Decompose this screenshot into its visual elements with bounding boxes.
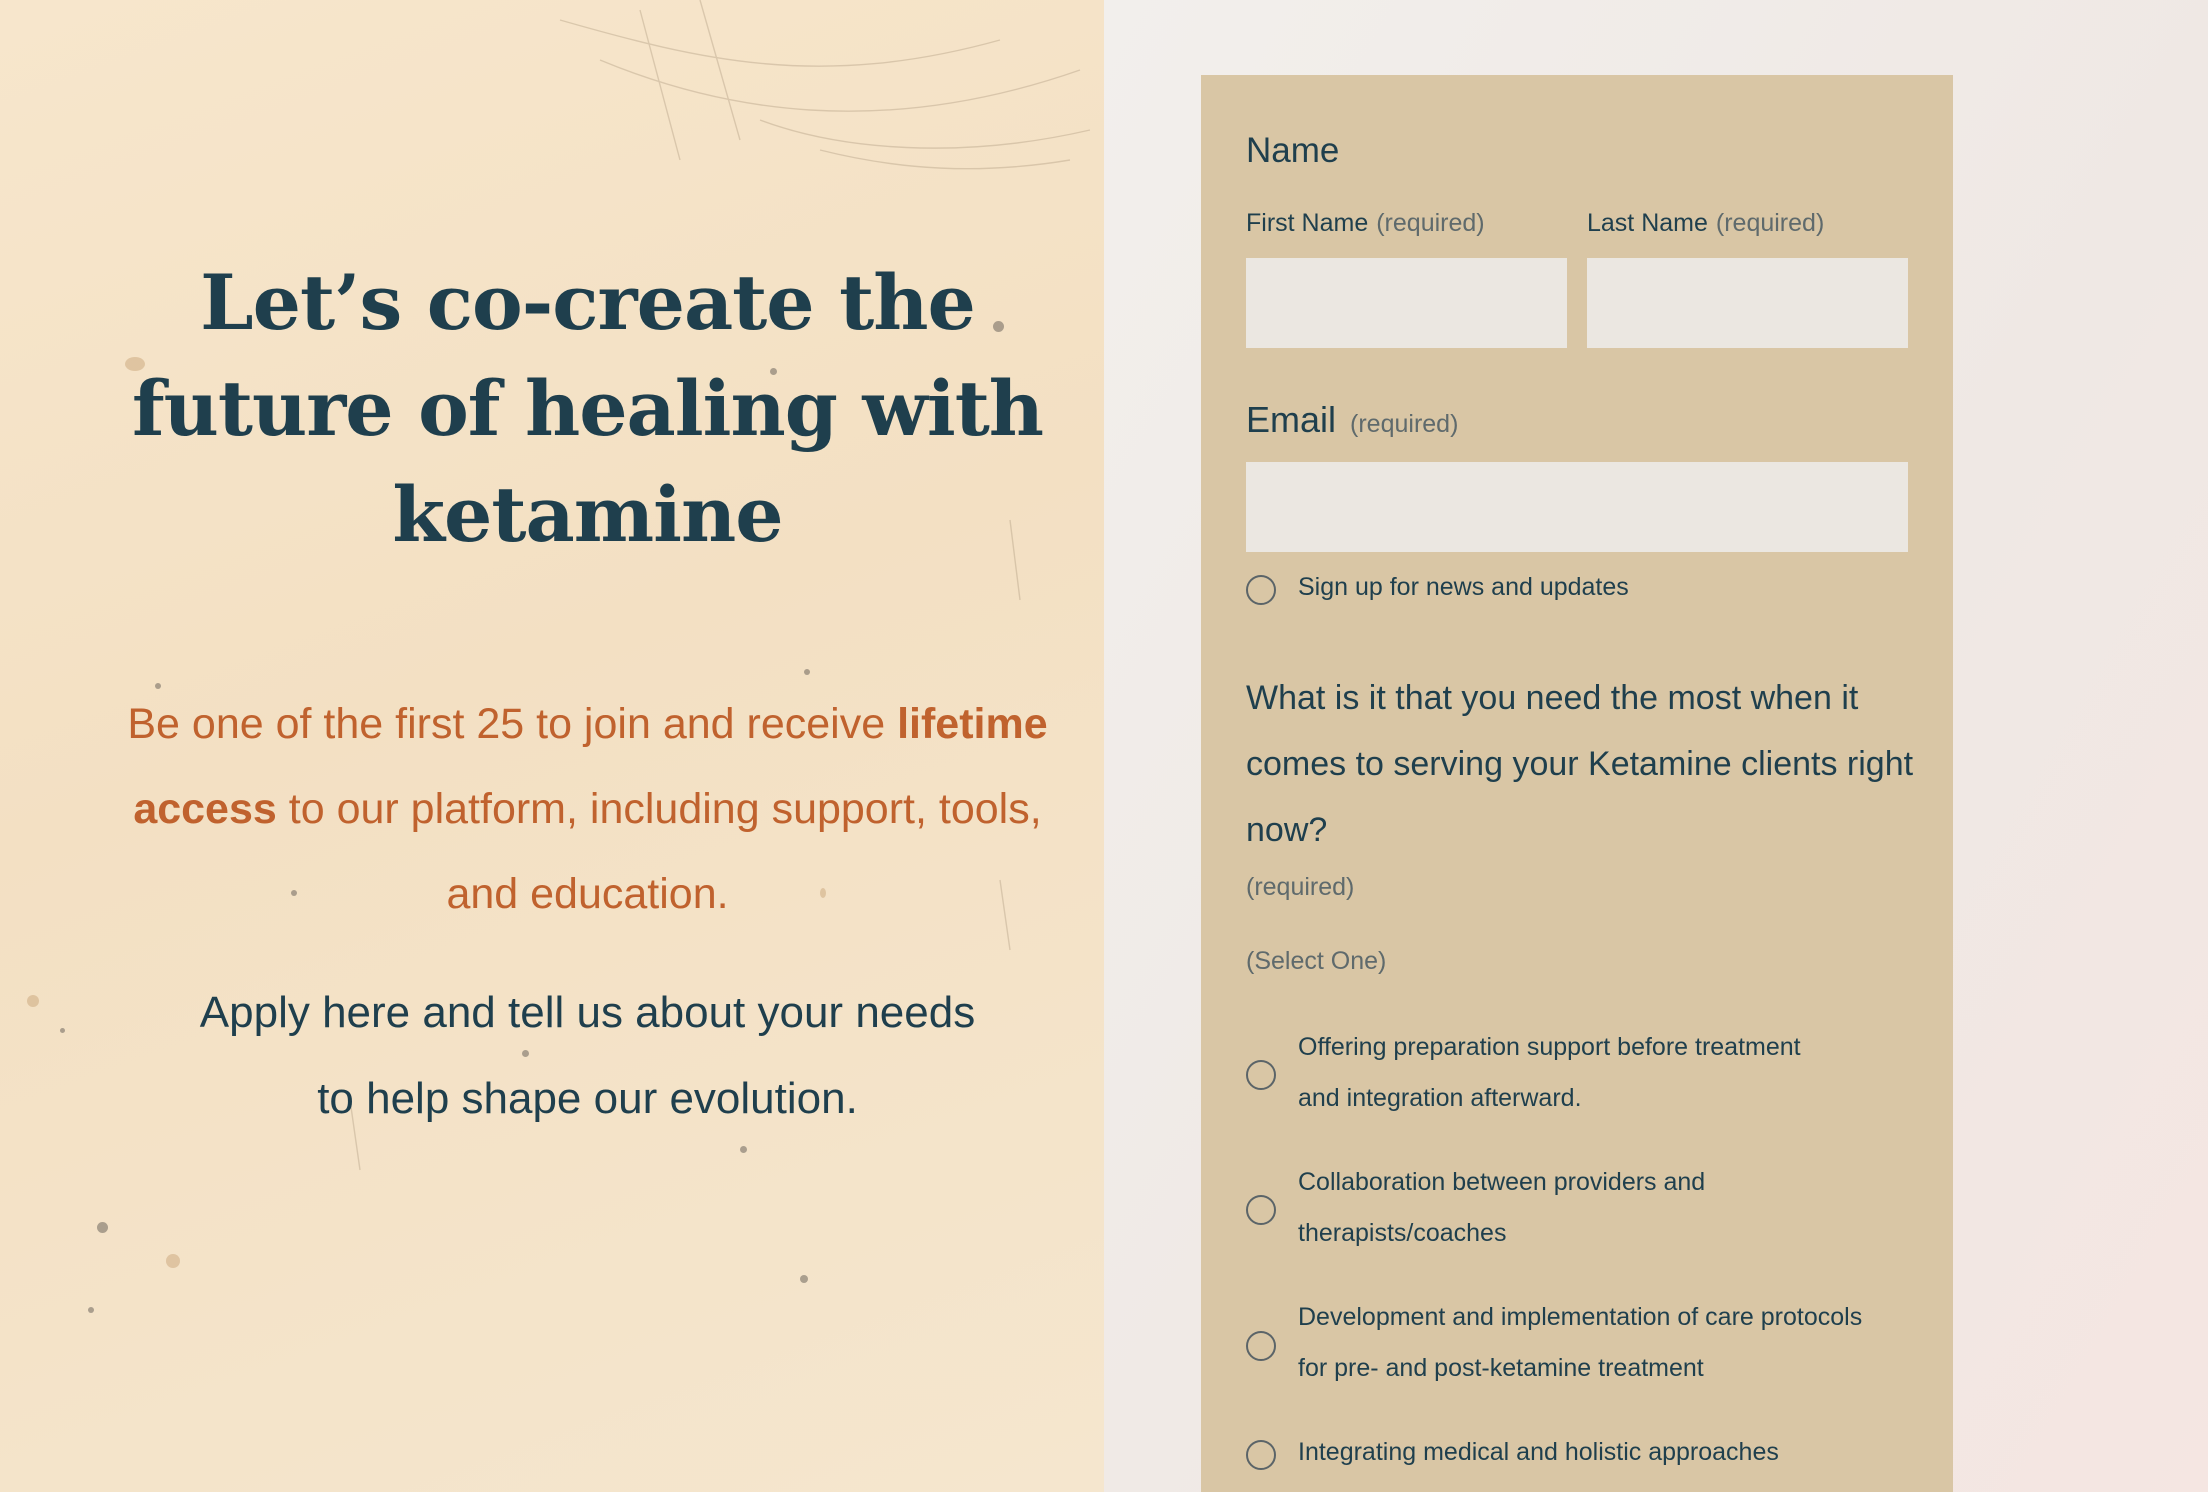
promo-text	[100, 682, 1075, 937]
option-label-line: therapists/coaches	[1298, 1219, 1507, 1247]
first-name-field[interactable]	[1246, 258, 1567, 348]
option-radio[interactable]	[1246, 1440, 1276, 1470]
required-tag: (required)	[1350, 410, 1459, 438]
application-form	[1201, 75, 1953, 1492]
apply-text	[100, 970, 1075, 1142]
option-label	[1298, 1157, 1705, 1259]
newsletter-label: Sign up for news and updates	[1298, 573, 1629, 601]
speck	[88, 1307, 94, 1313]
option-label	[1298, 1292, 1862, 1394]
option-label-line: for pre- and post-ketamine treatment	[1298, 1354, 1704, 1382]
option-label-line: Offering preparation support before treatment	[1298, 1033, 1801, 1061]
email-label	[1246, 399, 1458, 441]
speck	[740, 1146, 747, 1153]
hero-headline	[100, 250, 1075, 568]
speck	[60, 1028, 65, 1033]
headline-line: future of healing with	[131, 364, 1044, 453]
option-radio[interactable]	[1246, 1331, 1276, 1361]
headline-line: Let’s co-create the	[200, 258, 975, 347]
required-tag: (required)	[1376, 209, 1485, 237]
option-label	[1298, 1427, 1779, 1478]
required-tag: (required)	[1715, 209, 1825, 237]
option-label-line: Collaboration between providers and	[1298, 1168, 1706, 1196]
last-name-label-text: Last Name	[1587, 209, 1708, 237]
speck	[804, 669, 810, 675]
speck	[166, 1254, 180, 1268]
first-name-label-text: First Name	[1246, 209, 1369, 237]
select-one-hint: (Select One)	[1246, 947, 1387, 975]
apply-line: Apply here and tell us about your needs	[199, 988, 976, 1037]
option-label-line: and integration afterward.	[1298, 1084, 1582, 1112]
apply-line: to help shape our evolution.	[317, 1074, 858, 1123]
last-name-label	[1587, 209, 1824, 238]
option-radio[interactable]	[1246, 1195, 1276, 1225]
question-required-tag: (required)	[1246, 873, 1355, 901]
name-group-label: Name	[1246, 131, 1340, 170]
needs-question: What is it that you need the most when it comes to serving your Ketamine clients right now?	[1246, 679, 1914, 849]
email-label-text: Email	[1246, 399, 1337, 440]
email-field[interactable]	[1246, 462, 1908, 552]
newsletter-checkbox[interactable]	[1246, 575, 1276, 605]
speck	[800, 1275, 808, 1283]
promo-highlight: lifetime access	[133, 700, 1048, 833]
first-name-label	[1246, 209, 1485, 238]
speck	[97, 1222, 108, 1233]
option-label-line: Development and implementation of care protocols	[1298, 1303, 1863, 1331]
promo-suffix: to our platform, including support, tools, and education.	[276, 785, 1042, 918]
option-label-line: Integrating medical and holistic approaches	[1298, 1438, 1779, 1466]
promo-prefix: Be one of the first 25 to join and receive	[127, 700, 898, 748]
last-name-field[interactable]	[1587, 258, 1908, 348]
speck	[27, 995, 39, 1007]
headline-line: ketamine	[392, 470, 783, 559]
option-radio[interactable]	[1246, 1060, 1276, 1090]
option-label	[1298, 1022, 1801, 1124]
